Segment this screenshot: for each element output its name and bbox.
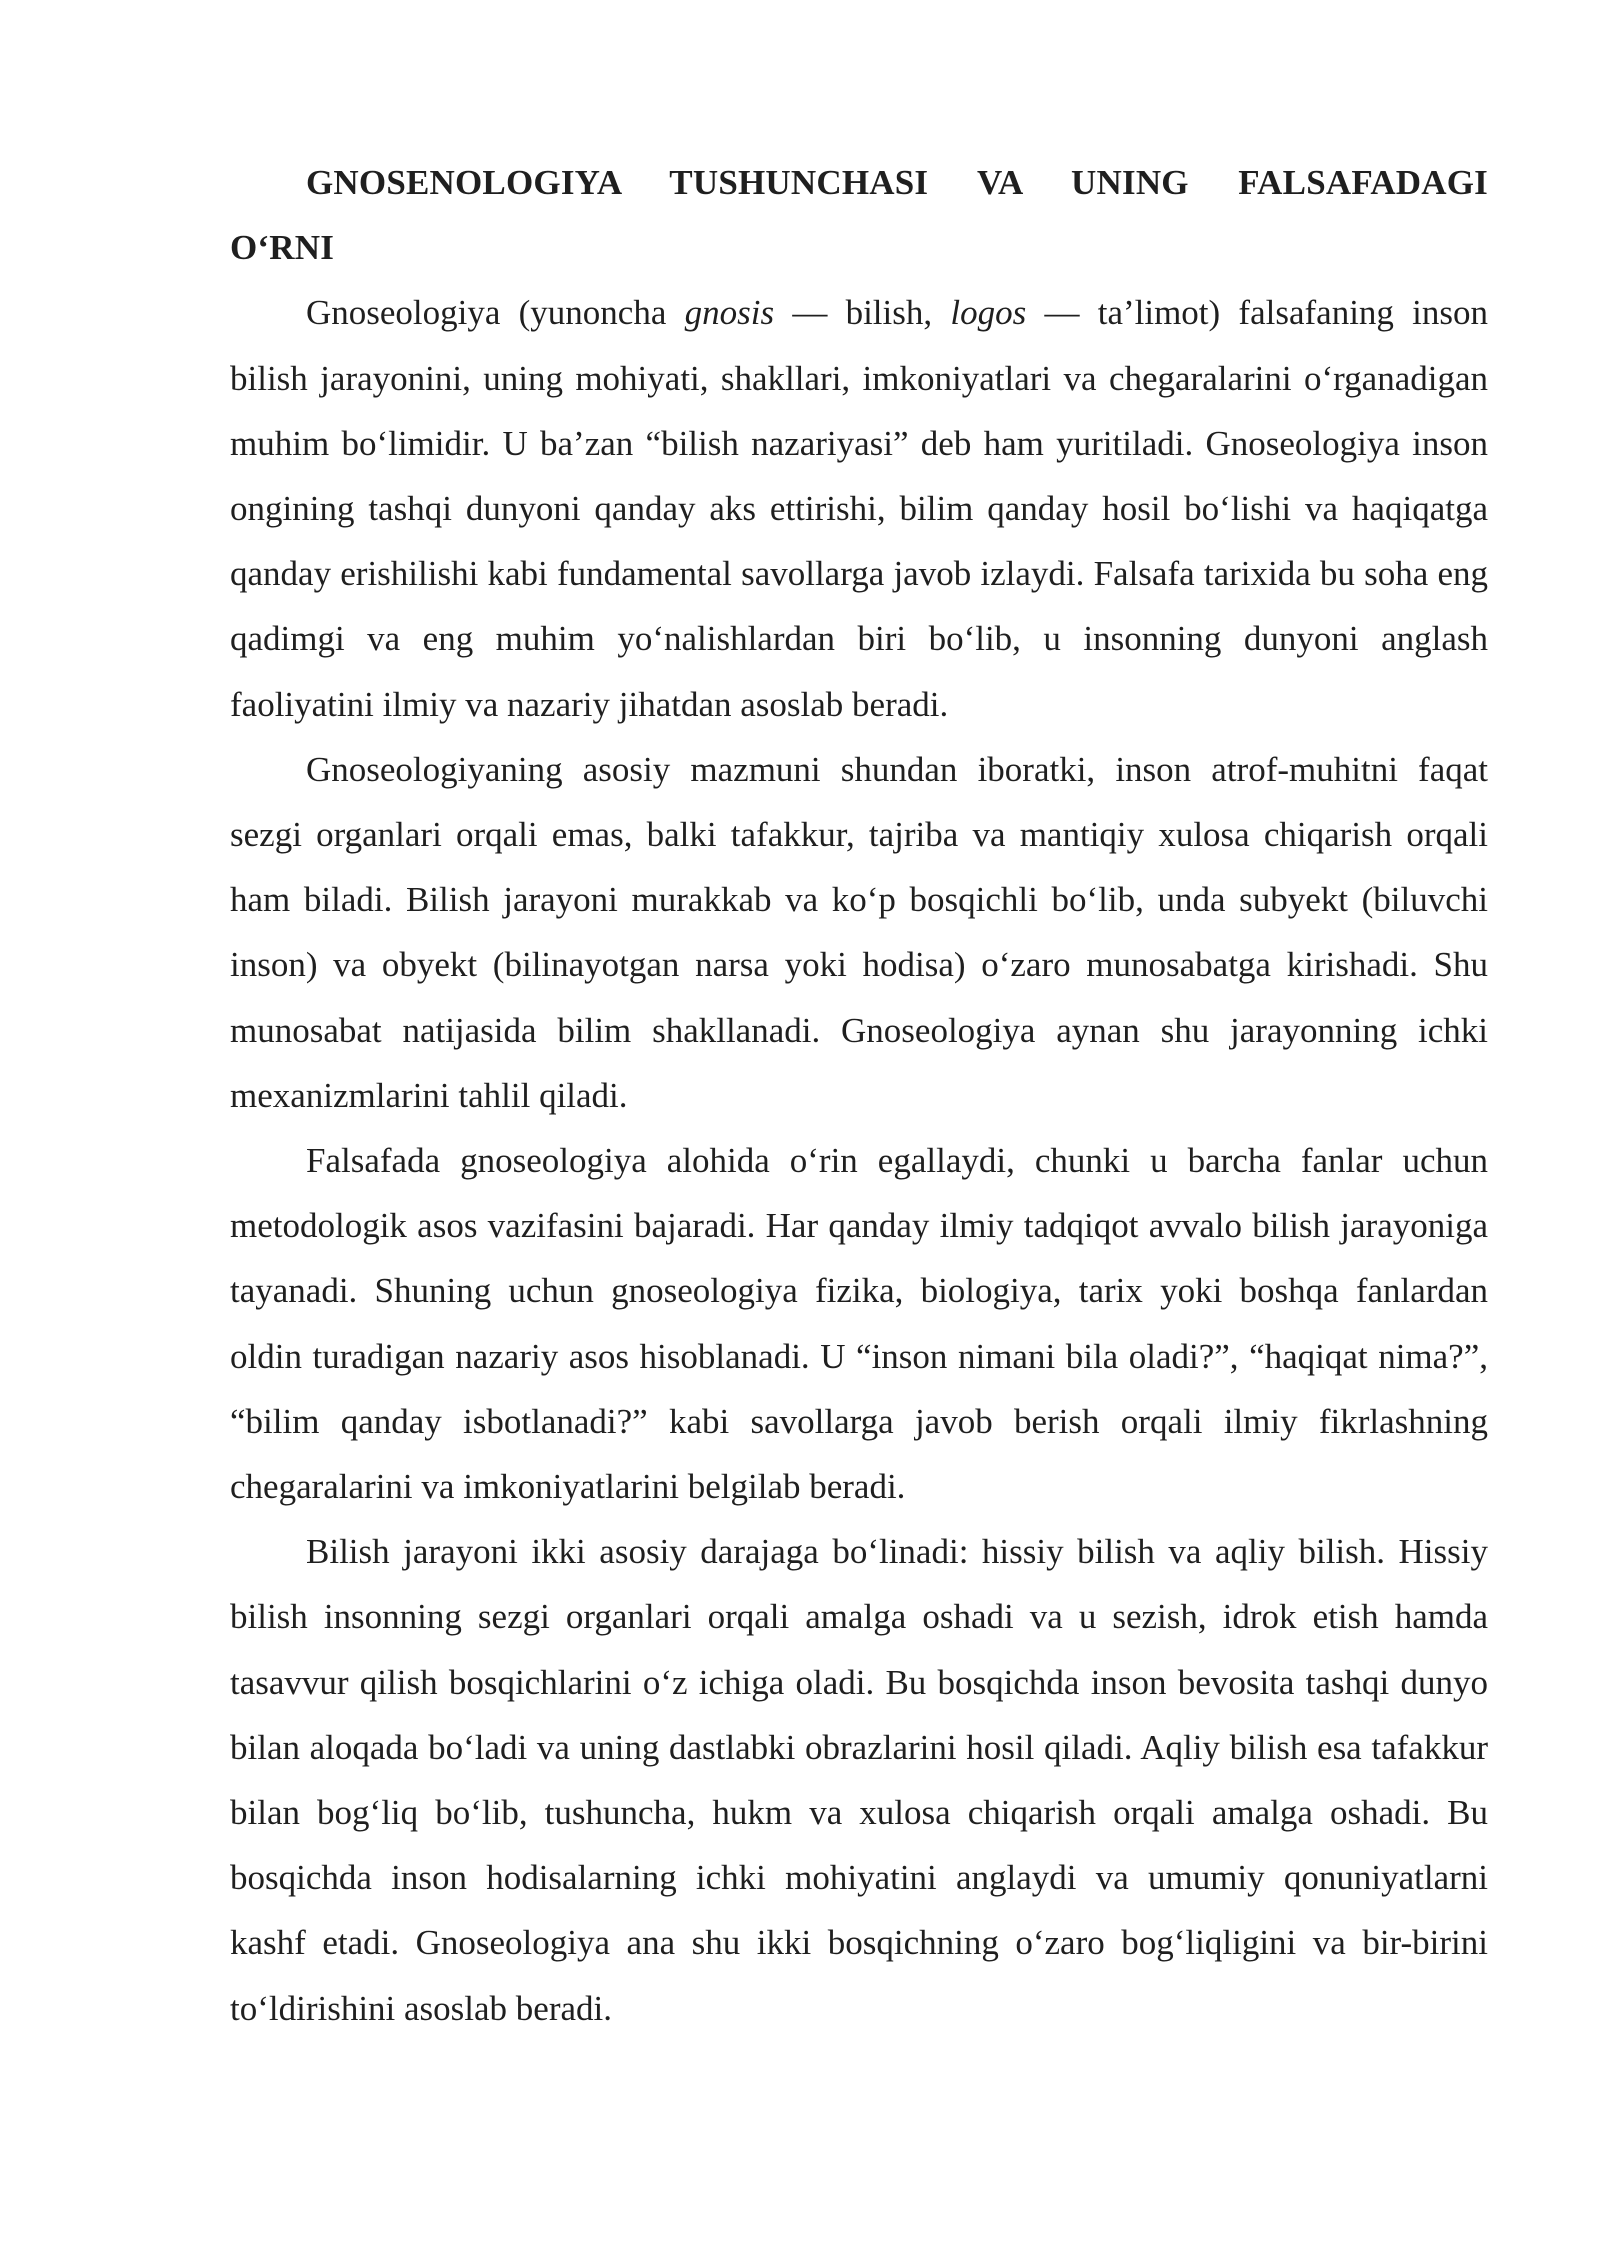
paragraph-3: Falsafada gnoseologiya alohida o‘rin egallaydi, chunki u barcha fanlar uchun metodologik asos vazifasini bajaradi. Har qanday ilmiy tadqiqot avvalo bilish jarayoniga tayanadi. Shuning uchun gnoseologiya fizika, biologiya, tarix yoki boshqa fanlardan oldin turadigan nazariy asos hisoblanadi. U “inson nimani bila oladi?”, “haqiqat nima?”, “bilim qanday isbotlanadi?” kabi savollarga javob berish orqali ilmiy fikrlashning chegaralarini va imkoniyatlarini belgilab beradi. bbox=[230, 1141, 1488, 1507]
paragraph-1-text-b: — bilish, bbox=[774, 293, 951, 333]
document-title: GNOSENOLOGIYA TUSHUNCHASI VA UNING FALSAFADAGI O‘RNI bbox=[230, 163, 1488, 268]
paragraph-1 bbox=[230, 280, 1488, 736]
paragraph-1-text-c: — ta’limot) falsafaning inson bilish jarayonini, uning mohiyati, shakllari, imkoniyatlari va chegaralarini o‘rganadigan muhim bo‘limidir. U ba’zan “bilish nazariyasi” deb ham yuritiladi. Gnoseologiya inson ongining tashqi dunyoni qanday aks ettirishi, bilim qanday hosil bo‘lishi va haqiqatga qanday erishilishi kabi fundamental savollarga javob izlaydi. Falsafa tarixida bu soha eng qadimgi va eng muhim yo‘nalishlardan biri bo‘lib, u insonning dunyoni anglash faoliyatini ilmiy va nazariy jihatdan asoslab beradi. bbox=[230, 293, 1489, 724]
term-logos: logos bbox=[950, 293, 1027, 333]
paragraph-1-text-a: Gnoseologiya (yunoncha bbox=[306, 293, 685, 333]
paragraph-4: Bilish jarayoni ikki asosiy darajaga bo‘linadi: hissiy bilish va aqliy bilish. Hissiy bilish insonning sezgi organlari orqali amalga oshadi va u sezish, idrok etish hamda tasavvur qilish bosqichlarini o‘z ichiga oladi. Bu bosqichda inson bevosita tashqi dunyo bilan aloqada bo‘ladi va uning dastlabki obrazlarini hosil qiladi. Aqliy bilish esa tafakkur bilan bog‘liq bo‘lib, tushuncha, hukm va xulosa chiqarish orqali amalga oshadi. Bu bosqichda inson hodisalarning ichki mohiyatini anglaydi va umumiy qonuniyatlarni kashf etadi. Gnoseologiya ana shu ikki bosqichning o‘zaro bog‘liqligini va bir-birini to‘ldirishini asoslab beradi. bbox=[230, 1532, 1488, 2028]
term-gnosis: gnosis bbox=[684, 293, 775, 333]
document-page bbox=[230, 150, 1488, 2041]
paragraph-2: Gnoseologiyaning asosiy mazmuni shundan iboratki, inson atrof-muhitni faqat sezgi organlari orqali emas, balki tafakkur, tajriba va mantiqiy xulosa chiqarish orqali ham biladi. Bilish jarayoni murakkab va ko‘p bosqichli bo‘lib, unda subyekt (biluvchi inson) va obyekt (bilinayotgan narsa yoki hodisa) o‘zaro munosabatga kirishadi. Shu munosabat natijasida bilim shakllanadi. Gnoseologiya aynan shu jarayonning ichki mexanizmlarini tahlil qiladi. bbox=[230, 749, 1488, 1115]
